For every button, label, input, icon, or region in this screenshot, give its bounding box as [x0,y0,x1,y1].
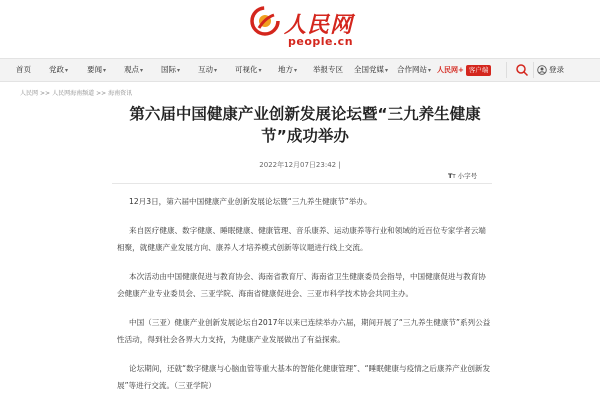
login-label: 登录 [549,65,564,74]
nav-item-news[interactable]: 要闻▾ [87,65,107,74]
nav-item-party-media[interactable]: 全国党媒▾ [354,65,389,74]
publish-date: 2022年12月07日23:42 [259,161,337,169]
nav-divider [506,62,507,78]
article-paragraph: 本次活动由中国健康促进与教育协会、海南省教育厅、海南省卫生健康委员会指导，中国健康促进与教育协会健康产业专业委员会、三亚学院、海南省健康促进会、三亚市科学技术协会共同主办。 [117,272,486,298]
app-badge-name: 人民网+ [437,66,464,74]
chevron-down-icon: ▾ [258,67,262,74]
nav-item-world[interactable]: 国际▾ [161,65,181,74]
breadcrumb-item[interactable]: 海南资讯 [108,90,133,97]
nav-item-opinion[interactable]: 观点▾ [124,65,144,74]
nav-item-party[interactable]: 党政▾ [49,65,69,74]
nav-item-local[interactable]: 地方▾ [278,65,298,74]
nav-item-home[interactable]: 首页 [16,65,31,74]
nav-item-interact[interactable]: 互动▾ [198,65,218,74]
user-icon [537,65,547,75]
chevron-down-icon: ▾ [428,67,432,74]
breadcrumb-item[interactable]: 人民网海南频道 [52,90,95,97]
chevron-down-icon: ▾ [65,67,69,74]
chevron-down-icon: ▾ [103,67,107,74]
chevron-down-icon: ▾ [294,67,298,74]
main-nav [0,58,600,82]
font-size-icon: T [448,172,453,180]
app-download-badge[interactable] [437,63,491,77]
font-size-label: 小字号 [457,172,478,180]
nav-item-report[interactable]: 举报专区 [313,65,343,74]
site-header [0,0,600,58]
nav-item-visual[interactable]: 可视化▾ [235,65,262,74]
people-logo-icon [250,6,280,36]
chevron-down-icon: ▾ [177,67,181,74]
login-button[interactable] [537,62,564,78]
article-meta [0,160,600,170]
article-paragraph: 论坛期间，还就“数字健康与心脑血管等重大基本的智能化健康管理”、“睡眠健康与疫情之后康养产业创新发展”等进行交流。（三亚学院） [117,364,491,390]
chevron-down-icon: ▾ [214,67,218,74]
nav-item-partners[interactable]: 合作网站▾ [397,65,432,74]
logo-domain: people.cn [288,35,354,48]
breadcrumb-item[interactable]: 人民网 [20,90,39,97]
title-divider [112,183,492,184]
nav-divider [533,62,534,78]
app-badge-tag: 客户端 [466,65,492,76]
article-body [117,193,492,406]
site-logo[interactable] [250,6,370,50]
article-title: 第六届中国健康产业创新发展论坛暨“三九养生健康节”成功举办 [129,105,481,145]
font-size-toggle[interactable]: TT 小字号 [448,172,478,180]
article-paragraph: 来自医疗健康、数字健康、睡眠健康、健康管理、音乐康养、运动康养等行业和领域的近百位专家学者云端相聚，就健康产业发展方向、康养人才培养模式创新等议题进行线上交流。 [117,226,486,252]
logo-text: 人民网 [284,12,354,38]
breadcrumb: 人民网 >> 人民网海南频道 >> 海南资讯 [20,90,133,97]
chevron-down-icon: ▾ [385,67,389,74]
chevron-down-icon: ▾ [140,67,144,74]
meta-separator: | [338,161,341,169]
search-icon[interactable] [515,63,529,77]
article-paragraph: 中国（三亚）健康产业创新发展论坛自2017年以来已连续举办六届，期间开展了“三九养生健康节”系列公益性活动，得到社会各界大力支持，为健康产业发展做出了有益探索。 [117,318,491,344]
article-paragraph: 12月3日，第六届中国健康产业创新发展论坛暨“三九养生健康节”举办。 [129,197,372,206]
